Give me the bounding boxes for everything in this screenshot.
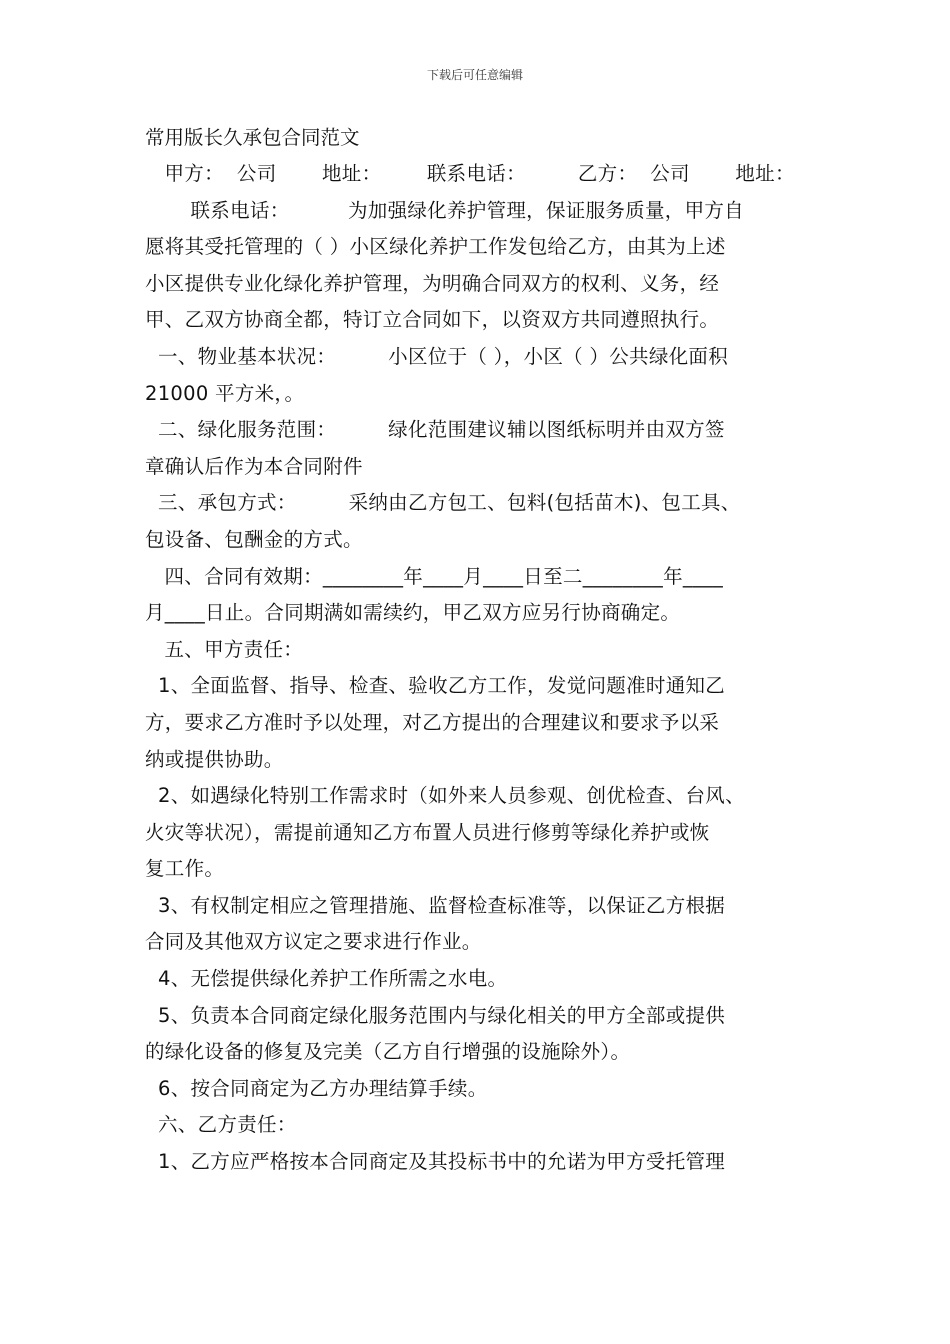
- paragraph-line: 火灾等状况），需提前通知乙方布置人员进行修剪等绿化养护或恢: [145, 820, 710, 844]
- section-4-heading: 四、合同有效期：________年____月____日至二________年____: [145, 564, 724, 588]
- list-item: 1、乙方应严格按本合同商定及其投标书中的允诺为甲方受托管理: [145, 1150, 726, 1174]
- list-item: 2、如遇绿化特别工作需求时（如外来人员参观、创优检查、台风、: [145, 784, 745, 808]
- paragraph-line: 愿将其受托管理的（ ）小区绿化养护工作发包给乙方，由其为上述: [145, 235, 726, 259]
- paragraph-line: 复工作。: [145, 857, 225, 881]
- document-title: 常用版长久承包合同范文: [145, 126, 360, 149]
- paragraph-line: 方，要求乙方准时予以处理，对乙方提出的合理建议和要求予以采: [145, 710, 720, 734]
- paragraph-line: 合同及其他双方议定之要求进行作业。: [145, 930, 482, 954]
- list-item: 3、有权制定相应之管理措施、监督检查标准等，以保证乙方根据: [145, 893, 726, 917]
- paragraph-line: 纳或提供协助。: [145, 747, 284, 771]
- line-parties-1: 甲方： 公司 地址： 联系电话： 乙方： 公司 地址：: [145, 162, 795, 185]
- section-6-heading: 六、乙方责任：: [145, 1113, 297, 1137]
- section-5-heading: 五、甲方责任：: [145, 637, 304, 661]
- paragraph-line: 甲、乙双方协商全都，特订立合同如下，以资双方共同遵照执行。: [145, 308, 720, 332]
- section-1-heading: 一、物业基本状况： 小区位于（ ），小区（ ）公共绿化面积: [145, 344, 729, 368]
- list-item: 4、无偿提供绿化养护工作所需之水电。: [145, 967, 508, 991]
- paragraph-line: 21000 平方米，。: [145, 381, 305, 405]
- list-item: 6、按合同商定为乙方办理结算手续。: [145, 1076, 488, 1100]
- paragraph-line: 月____日止。合同期满如需续约，甲乙双方应另行协商确定。: [145, 601, 681, 625]
- list-item: 5、负责本合同商定绿化服务范围内与绿化相关的甲方全部或提供: [145, 1003, 726, 1027]
- paragraph-line: 小区提供专业化绿化养护管理，为明确合同双方的权利、义务，经: [145, 271, 720, 295]
- document-body: [145, 120, 815, 1181]
- paragraph-line: 包设备、包酬金的方式。: [145, 527, 363, 551]
- list-item: 1、全面监督、指导、检查、验收乙方工作，发觉问题准时通知乙: [145, 674, 726, 698]
- line-parties-2: 联系电话： 为加强绿化养护管理，保证服务质量，甲方自: [145, 198, 744, 222]
- paragraph-line: 章确认后作为本合同附件: [145, 454, 363, 478]
- page-header: 下载后可任意编辑: [426, 68, 523, 82]
- section-2-heading: 二、绿化服务范围： 绿化范围建议辅以图纸标明并由双方签: [145, 418, 725, 442]
- section-3-heading: 三、承包方式： 采纳由乙方包工、包料(包括苗木)、包工具、: [145, 491, 741, 515]
- paragraph-line: 的绿化设备的修复及完美（乙方自行增强的设施除外）。: [145, 1040, 631, 1064]
